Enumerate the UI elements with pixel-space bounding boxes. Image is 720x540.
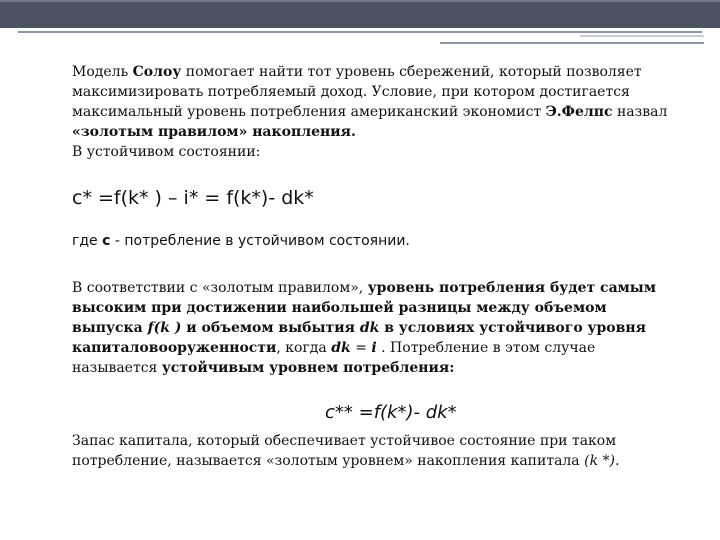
- bold-solow: Солоу: [132, 64, 182, 80]
- steady-state-line: В устойчивом состоянии:: [72, 144, 261, 160]
- bold-span: в условиях устойчивого уровня капиталовооруженности: [72, 320, 646, 356]
- bold-span: устойчивым уровнем потребления:: [161, 360, 455, 376]
- text-span: , когда: [276, 340, 332, 356]
- text-span: В соответствии с «золотым правилом»,: [72, 280, 368, 296]
- capital-paragraph: [72, 431, 682, 471]
- formula-golden: c** =f(k*)- dk*: [325, 402, 457, 423]
- title-bar-accent: [0, 0, 720, 2]
- text-span: назвал: [612, 104, 668, 120]
- bold-golden-rule: «золотым правилом» накопления.: [72, 124, 356, 140]
- text-span: Запас капитала, который обеспечивает устойчивое состояние при таком потребление, называется «золотым уровнем» накопления капитала: [72, 433, 617, 469]
- title-bar: [0, 0, 720, 28]
- bold-c: с: [102, 233, 111, 249]
- text-span: - потребление в устойчивом состоянии.: [110, 233, 410, 249]
- bold-italic-dk: dk: [359, 320, 380, 336]
- header-rule-light: [580, 35, 704, 37]
- text-span: Модель: [72, 64, 133, 80]
- text-span: где: [72, 233, 103, 249]
- intro-paragraph: [72, 62, 672, 162]
- golden-rule-paragraph: [72, 278, 682, 378]
- header-rule-short: [440, 42, 704, 44]
- header-rule: [18, 31, 702, 33]
- intro-text: [72, 62, 672, 142]
- bold-italic-dk: dk: [331, 340, 351, 356]
- bold-phelps: Э.Фелпс: [545, 104, 613, 120]
- text-span: .: [614, 453, 620, 469]
- capital-text: [72, 431, 682, 471]
- golden-rule-text: [72, 278, 682, 378]
- bold-span: и объемом выбытия: [181, 320, 360, 336]
- formula-consumption: c* =f(k* ) – i* = f(k*)- dk*: [72, 187, 314, 209]
- italic-k: (k *): [584, 453, 615, 469]
- bold-span: уровень потребления будет самым высоким при достижении наибольшей разницы между объемом выпуска: [72, 280, 656, 336]
- text-span: помогает найти тот уровень сбережений, который позволяет максимизировать потребляемый доход. Условие, при котором достигается максимальный уровень потребления американский экономист: [72, 64, 642, 120]
- bold-italic-f: f(k ): [147, 320, 182, 336]
- text-span: =: [350, 340, 372, 356]
- text-span: . Потребление в этом случае называется: [72, 340, 596, 376]
- bold-italic-i: i: [371, 340, 377, 356]
- where-note: [72, 231, 672, 251]
